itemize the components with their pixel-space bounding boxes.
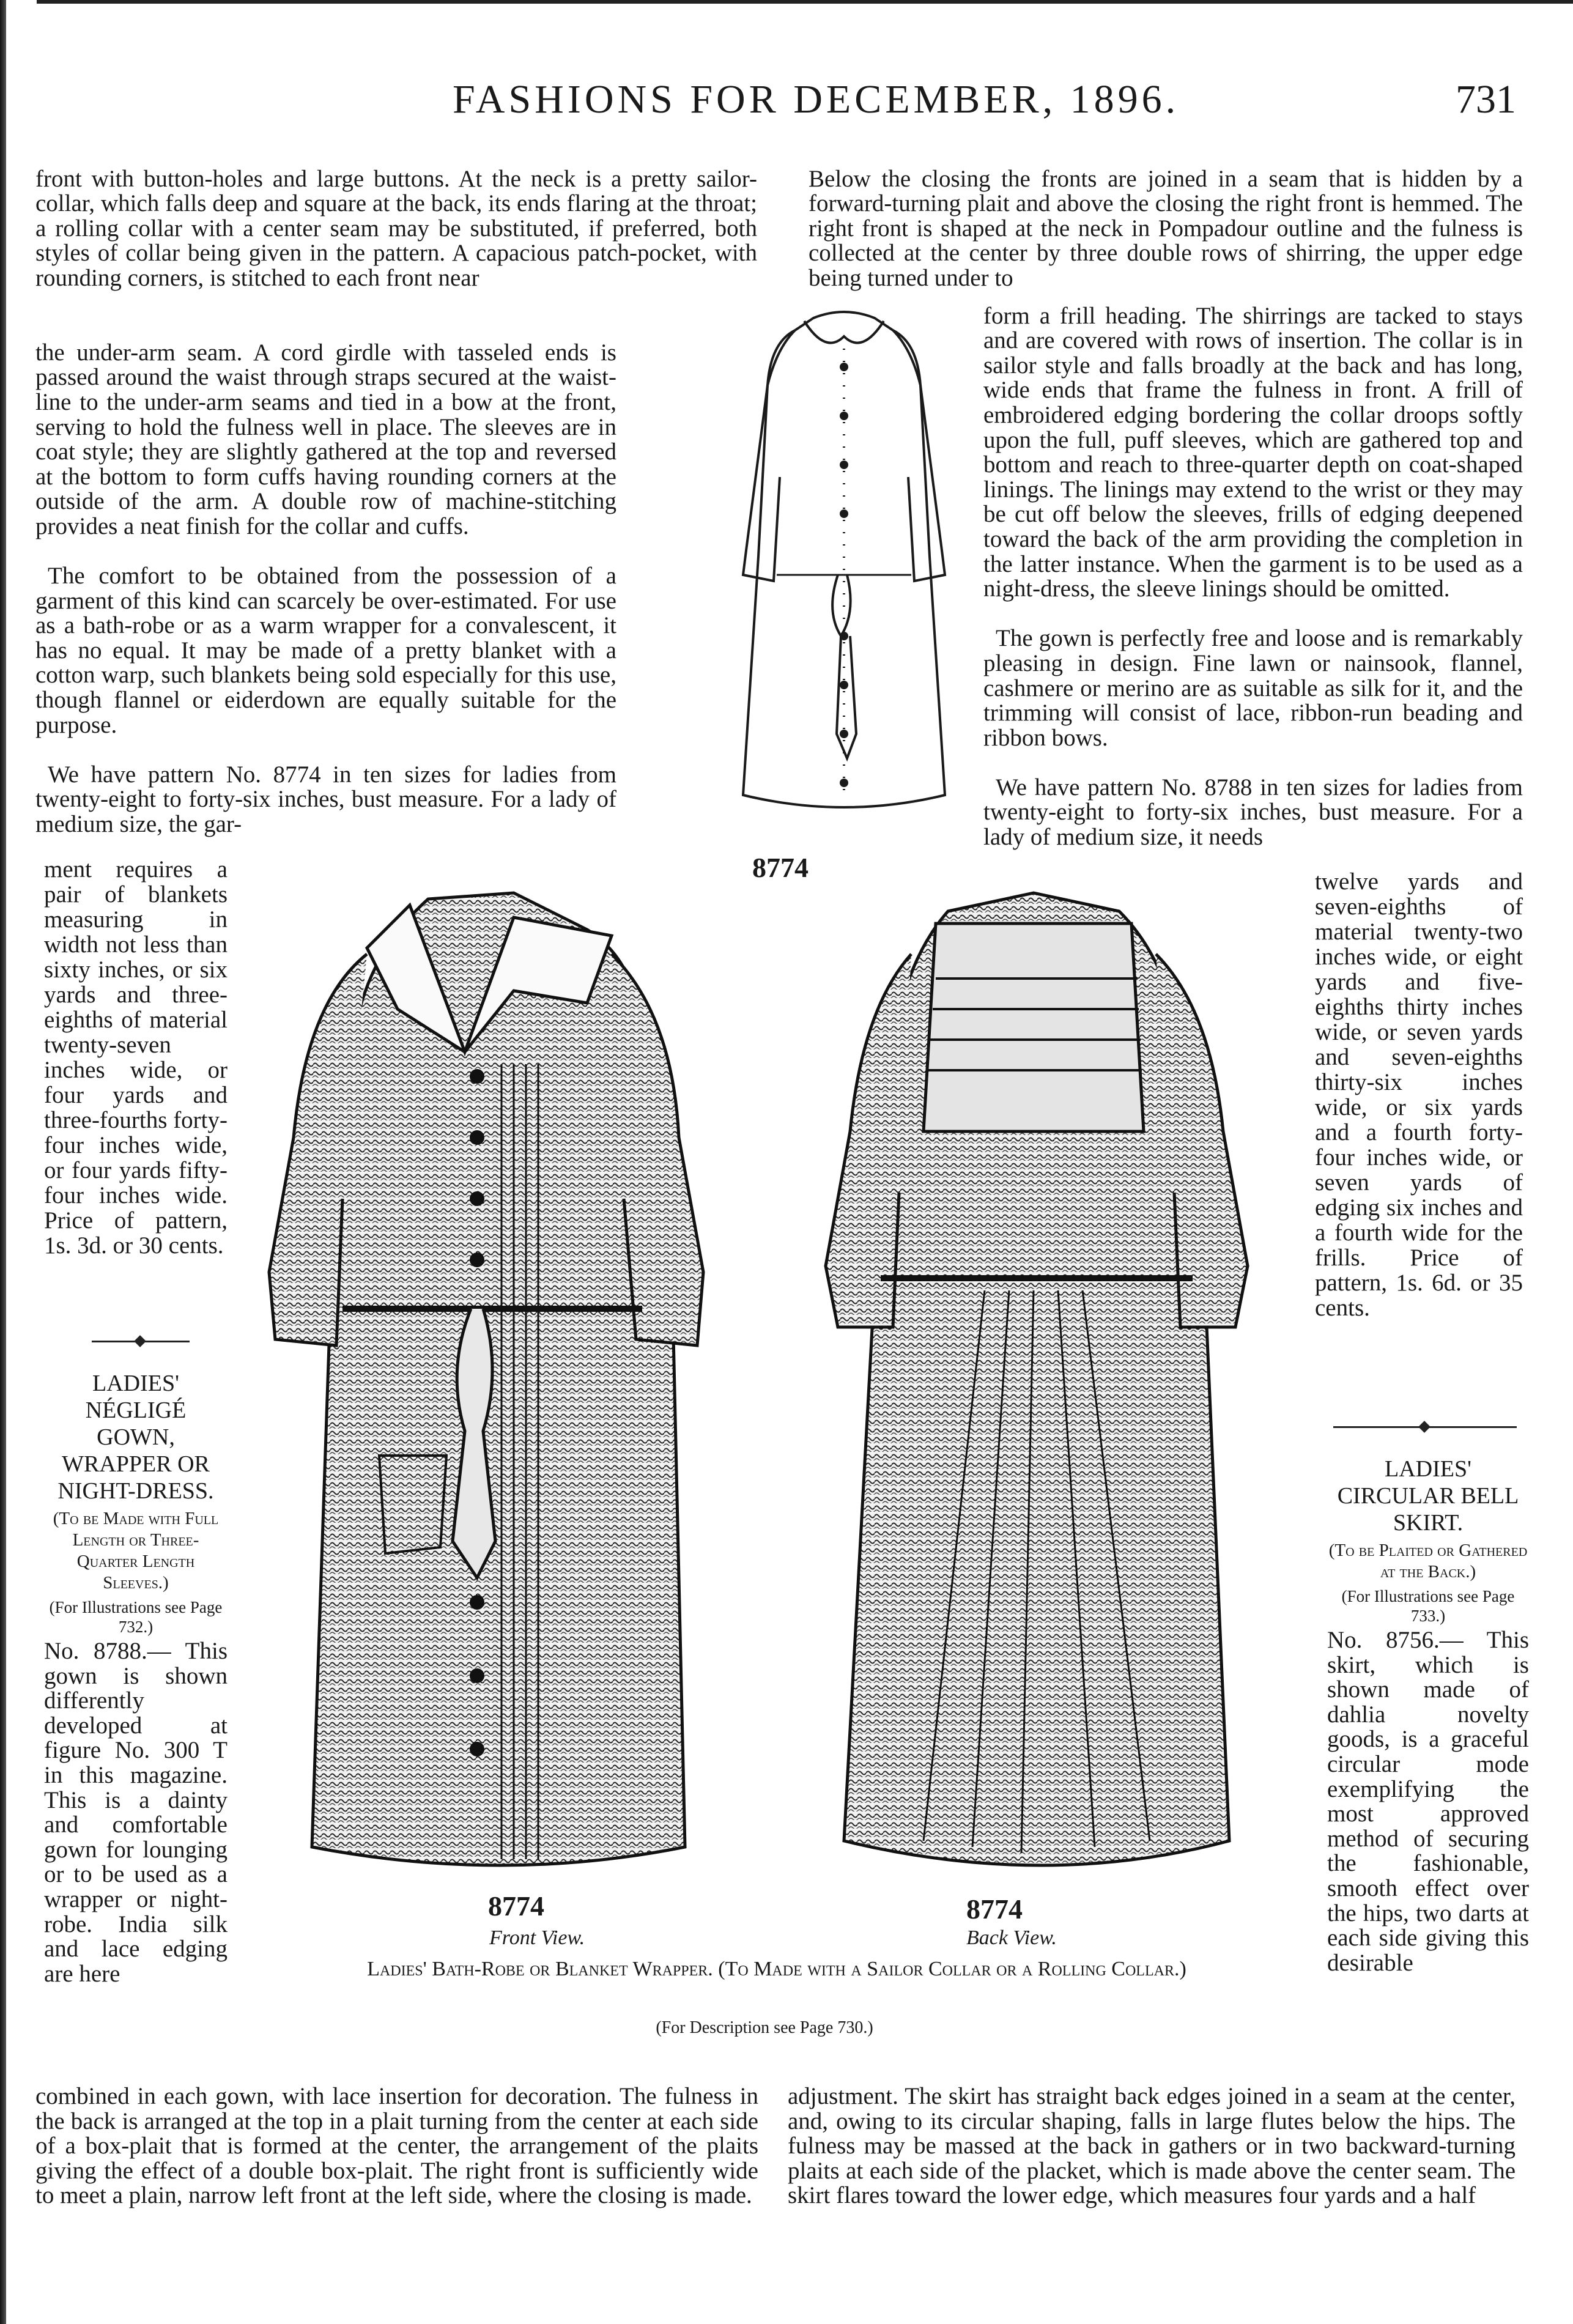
left-narrow-text: ment requires a pair of blankets measuring in width not less than sixty inches, or six yards and three-eighths of material twenty-seven inches wide, or four yards and three-fourths forty-four inches wide, or four yards fifty-four inches wide. Price of pattern, 1s. 3d. or 30 cents. <box>44 856 228 1259</box>
top-edge-mark <box>37 0 1573 4</box>
right-column-mid <box>983 279 1523 875</box>
skirt-heading: LADIES' CIRCULAR BELL SKIRT. <box>1337 1456 1519 1536</box>
right-para-2: form a frill heading. The shirrings are tacked to stays and are covered with rows of insertion. The collar is in sailor style and falls broadly at the back and has long, wide ends that frame the fulness in front. A frill of embroidered edging bordering the collar droops softly upon the full, puff sleeves, which are gathered top and bottom and reach to three-quarter depth on coat-shaped linings. The linings may extend to the wrist or they may be cut off below the sleeves, frills of edging deepened toward the back of the arm providing the completion in the latter instance. When the garment is to be used as a night-dress, the sleeve linings should be omitted. <box>983 302 1523 602</box>
left-para-4: We have pattern No. 8774 in ten sizes for ladies from twenty-eight to forty-six inches, bust measure. For a lady of medium size, the gar- <box>35 761 616 838</box>
skirt-body-narrow: No. 8756.— This skirt, which is shown made of dahlia novelty goods, is a graceful circular mode exemplifying the most approved method of securing the fashionable, smooth effect over the hips, two darts at each side giving this desirable <box>1327 1627 1529 1976</box>
skirt-subheading: (To be Plaited or Gathered at the Back.) <box>1328 1541 1528 1582</box>
small-robe-illustration <box>673 294 1015 832</box>
negligee-body-bottom: combined in each gown, with lace insertion for decoration. The fulness in the back is arranged at the top in a plait turning from the center at each side of a box-plait that is formed at the center, the arrangement of the plaits giving the effect of a double box-plait. The right front is sufficiently wide to meet a plain, narrow left front at the left side, where the closing is made. <box>35 2083 758 2209</box>
small-figure-number: 8774 <box>752 852 809 883</box>
left-narrow-column <box>44 832 228 1283</box>
front-figure-number: 8774 <box>488 1890 544 1922</box>
right-para-1: Below the closing the fronts are joined in a seam that is hidden by a forward-turning plait and above the closing the right front is hemmed. The right front is shaped at the neck in Pompadour outline and the fulness is collected at the center by three double rows of shirring, the upper edge being turned under to <box>809 165 1523 291</box>
right-narrow-column <box>1315 844 1523 1345</box>
back-figure-number: 8774 <box>966 1893 1023 1925</box>
skirt-article <box>1327 1456 1529 1975</box>
back-view-illustration <box>789 887 1290 1896</box>
skirt-body-bottom: adjustment. The skirt has straight back edges joined in a seam at the center, and, owing to its circular shaping, falls in large flutes below the hips. The fulness may be massed at the back in gathers or in two backward-turning plaits at each side of the placket, which is made above the center seam. The skirt flares toward the lower edge, which measures four yards and a half <box>788 2083 1516 2209</box>
back-view-label: Back View. <box>966 1926 1057 1949</box>
front-view-illustration <box>245 881 746 1896</box>
page-header-title: FASHIONS FOR DECEMBER, 1896. <box>453 77 1180 122</box>
divider-left-ornament <box>134 1335 146 1347</box>
left-para-1: front with button-holes and large buttons. At the neck is a pretty sailor-collar, which falls deep and square at the back, its ends flaring at the throat; a rolling collar with a center seam may be substituted, if preferred, both styles of collar being given in the pattern. A capacious patch-pocket, with rounding corners, is stitched to each front near <box>35 165 757 291</box>
skirt-illustrations-note: (For Illustrations see Page 733.) <box>1341 1587 1515 1625</box>
negligee-body-narrow: No. 8788.— This gown is shown differently developed at figure No. 300 T in this magazine. This is a dainty and comfortable gown for lounging or to be used as a wrapper or night-robe. India silk and lace edging are here <box>44 1638 228 1987</box>
negligee-illustrations-note: (For Illustrations see Page 732.) <box>49 1598 223 1636</box>
right-para-3: The gown is perfectly free and loose and is remarkably pleasing in design. Fine lawn or nainsook, flannel, cashmere or merino are as suitable as silk for it, and the trimming will consist of lace, ribbon-run beading and ribbon bows. <box>983 625 1523 751</box>
left-para-3: The comfort to be obtained from the possession of a garment of this kind can scarcely be over-estimated. For use as a bath-robe or as a warm wrapper for a convalescent, it has no equal. It may be made of a pretty blanket with a cotton warp, such blankets being sold especially for this use, though flannel or eiderdown are equally suitable for the purpose. <box>35 563 616 738</box>
page-binding-edge <box>0 0 6 2324</box>
front-view-label: Front View. <box>489 1926 585 1949</box>
negligee-subheading: (To be Made with Full Length or Three-Quarter Length Sleeves.) <box>53 1509 219 1593</box>
right-narrow-text: twelve yards and seven-eighths of material twenty-two inches wide, or eight yards and five-eighths thirty inches wide, or seven yards and seven-eighths thirty-six inches wide, or six yards and a fourth forty-four inches wide, or seven yards of edging six inches and a fourth wide for the frills. Price of pattern, 1s. 6d. or 35 cents. <box>1315 868 1523 1321</box>
figure-description-note: (For Description see Page 730.) <box>656 2018 873 2037</box>
left-column-mid <box>35 316 616 862</box>
left-para-2: the under-arm seam. A cord girdle with tasseled ends is passed around the waist through straps secured at the waist-line to the under-arm seams and tied in a bow at the front, serving to hold the fulness well in place. The sleeves are in coat style; they are slightly gathered at the top and reversed at the bottom to form cuffs having rounding corners at the outside of the arm. A double row of machine-stitching provides a neat finish for the collar and cuffs. <box>35 339 616 539</box>
divider-right-ornament <box>1418 1421 1431 1433</box>
negligee-article <box>44 1370 228 1986</box>
right-para-4: We have pattern No. 8788 in ten sizes for ladies from twenty-eight to forty-six inches, bust measure. For a lady of medium size, it needs <box>983 774 1523 851</box>
figure-caption: Ladies' Bath-Robe or Blanket Wrapper. (To Made with a Sailor Collar or a Rolling Collar.) <box>367 1958 1186 1980</box>
negligee-heading: LADIES' NÉGLIGÉ GOWN, WRAPPER OR NIGHT-DRESS. <box>57 1371 214 1504</box>
left-column-top <box>35 142 757 887</box>
page-number: 731 <box>1456 77 1516 122</box>
